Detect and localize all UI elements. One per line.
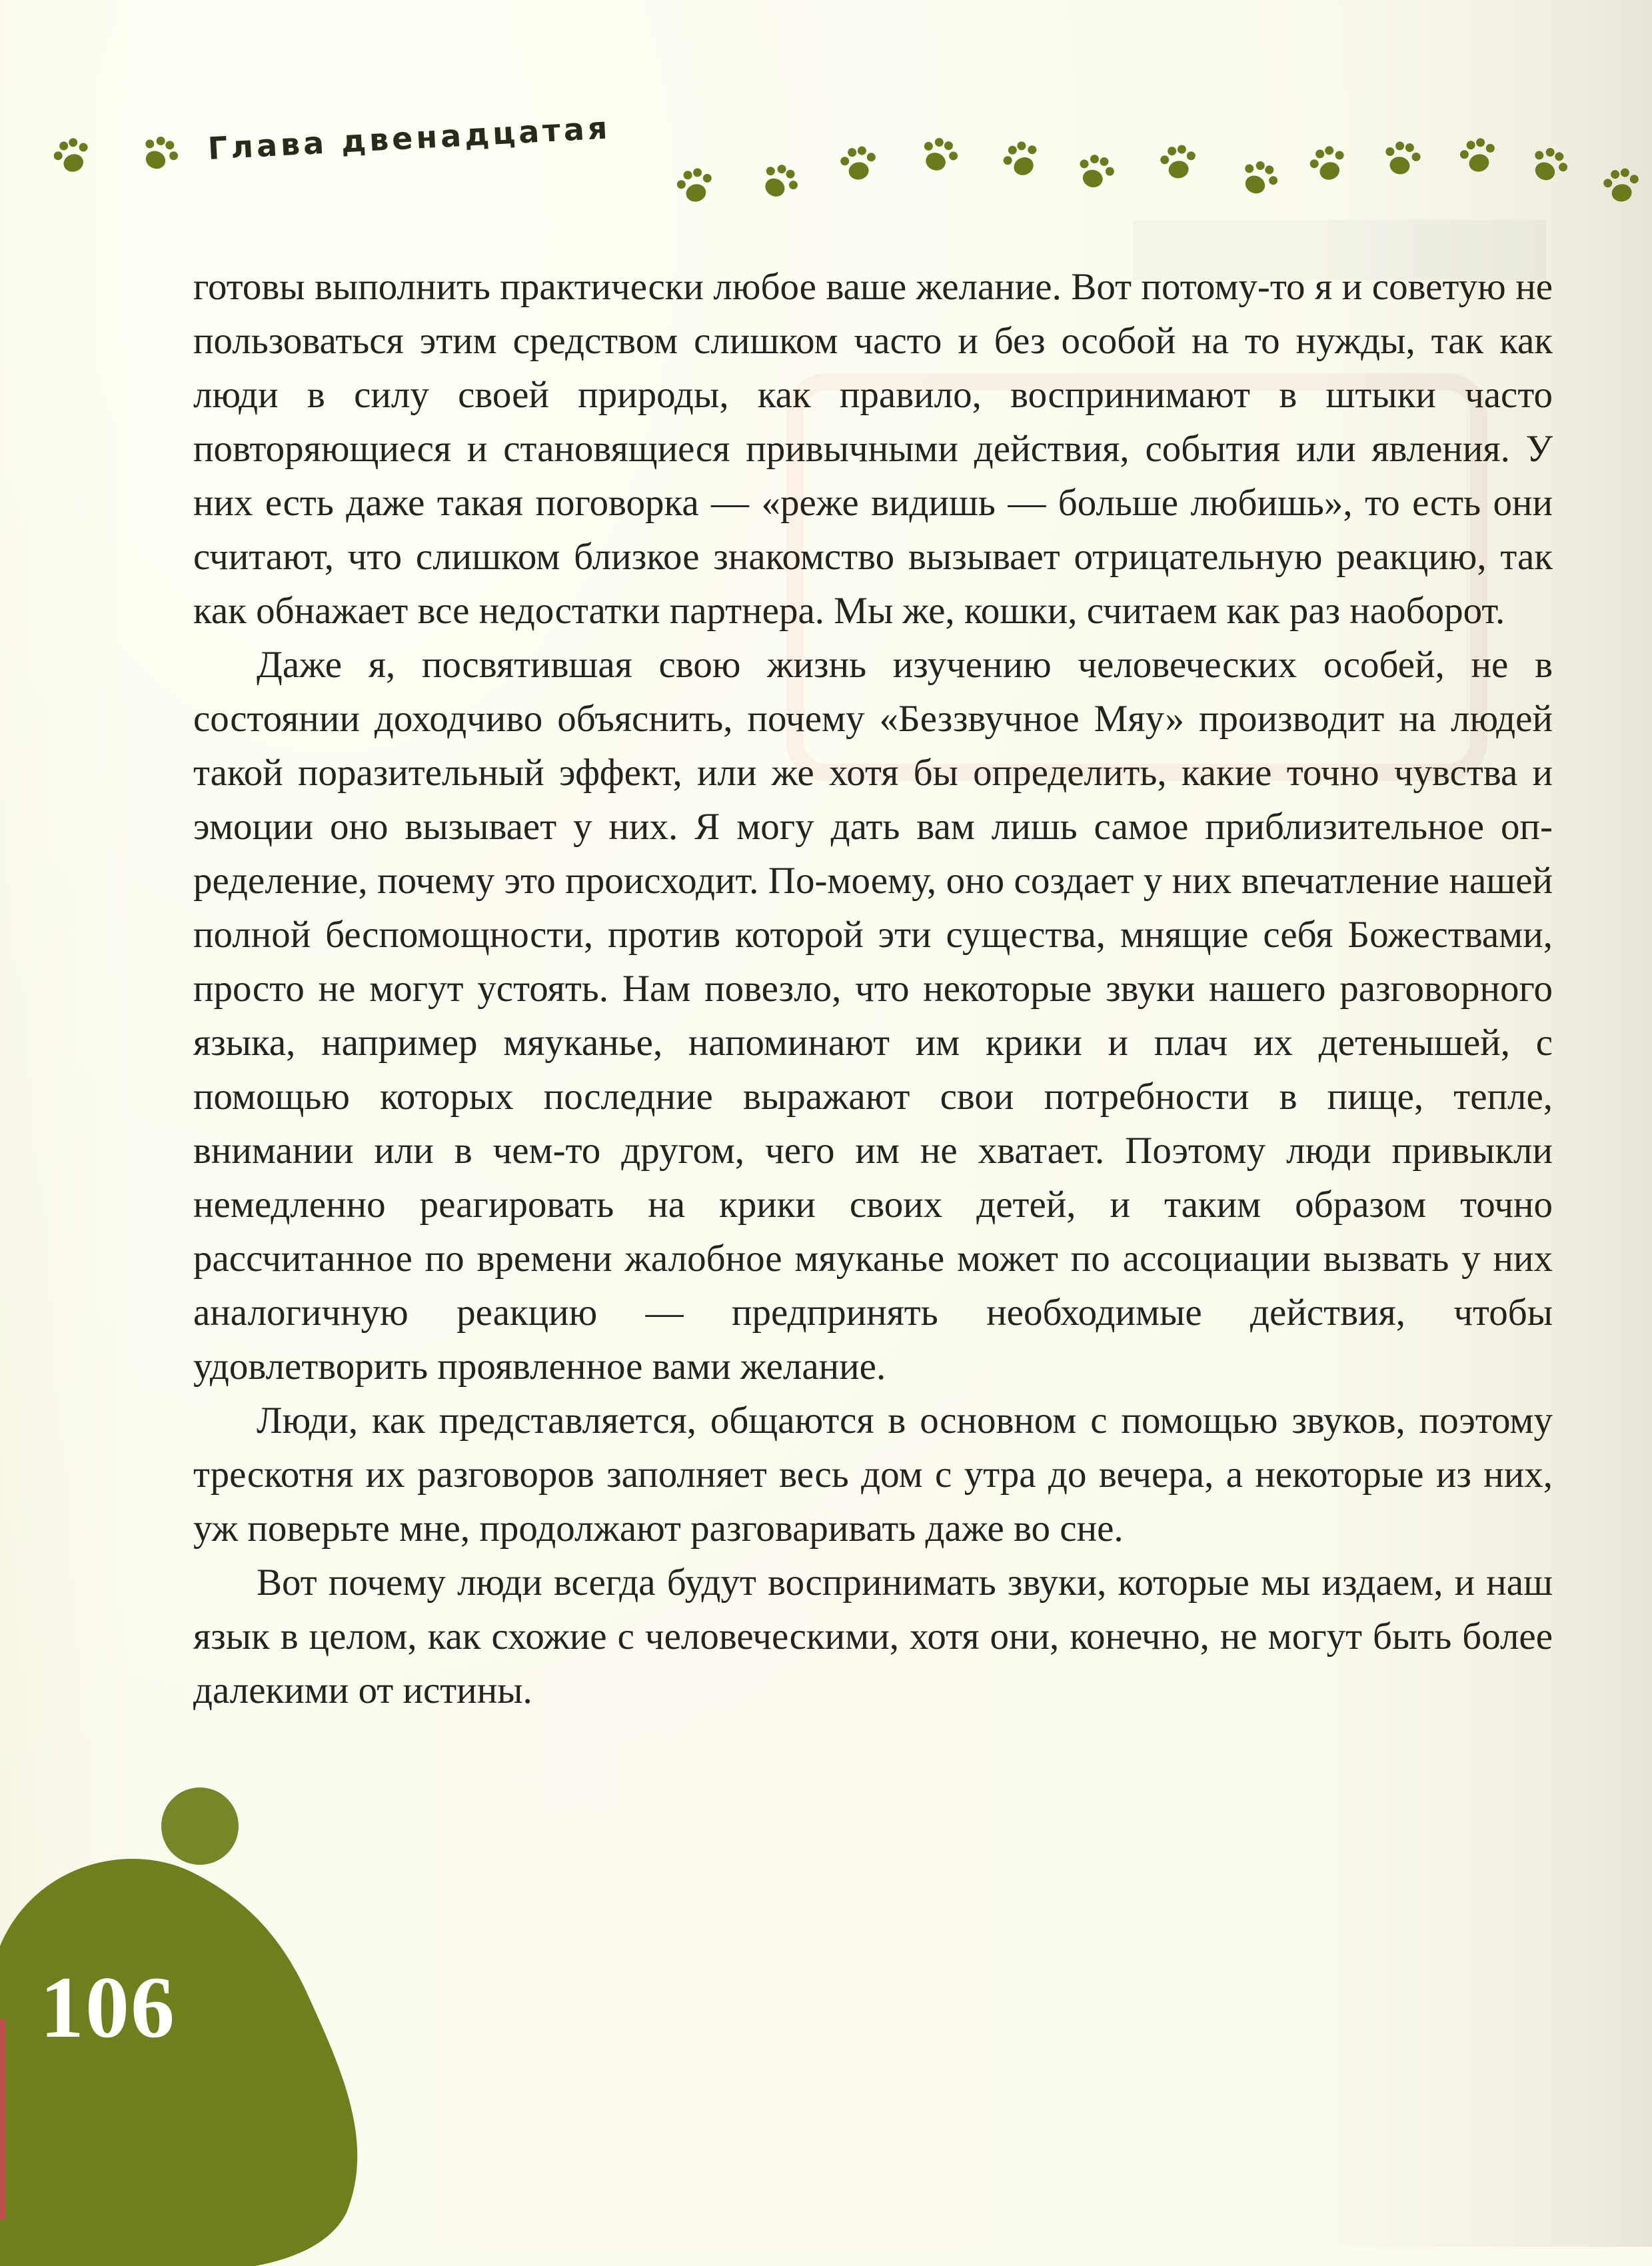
paw-print-icon — [1152, 136, 1206, 190]
paragraph: готовы выполнить практически любое ваше желание. Вот потому-то я и советую не пользоваться этим средством слишком часто и без особой на то нужды, так как люди в силу своей природы, как правило, воспринимают в штыки часто повторяющиеся и становящиеся привычными действия, события или явления. У них есть даже такая поговорка — «реже видишь — больше любишь», то есть они считают, что слишком близкое знакомство вызывает отрицательную реакцию, так как обнажает все недостатки партнера. Мы же, кошки, считаем как раз наоборот. — [193, 266, 1553, 632]
page-edge-mark — [0, 2019, 5, 2219]
paragraph: Люди, как представляется, общаются в основном с помощью звуков, поэтому трескотня их разговоров заполняет весь дом с утра до вечера, а некоторые из них, уж поверьте мне, продолжают разговаривать даже во сне. — [193, 1400, 1553, 1550]
page-number: 106 — [40, 1958, 176, 2056]
paw-print-icon — [1375, 133, 1429, 187]
paragraph: Вот почему люди всегда будут воспринимать звуки, которые мы издаем, и наш язык в целом, как схожие с человеческими, хотя они, конечно, не могут быть более далекими от истины. — [193, 1562, 1553, 1711]
chapter-title: Глава двенадцатая — [207, 109, 612, 167]
body-text — [193, 260, 1553, 1717]
paw-print-icon — [832, 137, 886, 191]
paragraph: Даже я, посвятившая свою жизнь изучению человеческих особей, не в состоянии доходчиво объяснить, почему «Беззвучное Мяу» производит на людей такой поразительный эффект, или же хотя бы определить, какие точно чувства и эмоции оно вызывает у них. Я могу дать вам лишь самое приблизительное определение, почему это происходит. По-моему, оно создает у них впечатление нашей полной беспомощности, против которой эти существа, мнящие себя Божествами, просто не могут устоять. Нам повезло, что некоторые звуки нашего разговорного языка, например мяуканье, напоминают им крики и плач их детенышей, с помощью которых последние выражают свои потребности в пище, тепле, внимании или в чем-то другом, чего им не хватает. Поэтому люди привыкли немедленно реагировать на крики своих детей, и таким образом точно рассчитанное по времени жалобное мяуканье может по ассоциации вызвать у них аналогичную реакцию — предпринять необходимые действия, чтобы удовлетворить проявленное вами желание. — [193, 644, 1553, 1388]
paw-print-icon — [1595, 159, 1649, 213]
